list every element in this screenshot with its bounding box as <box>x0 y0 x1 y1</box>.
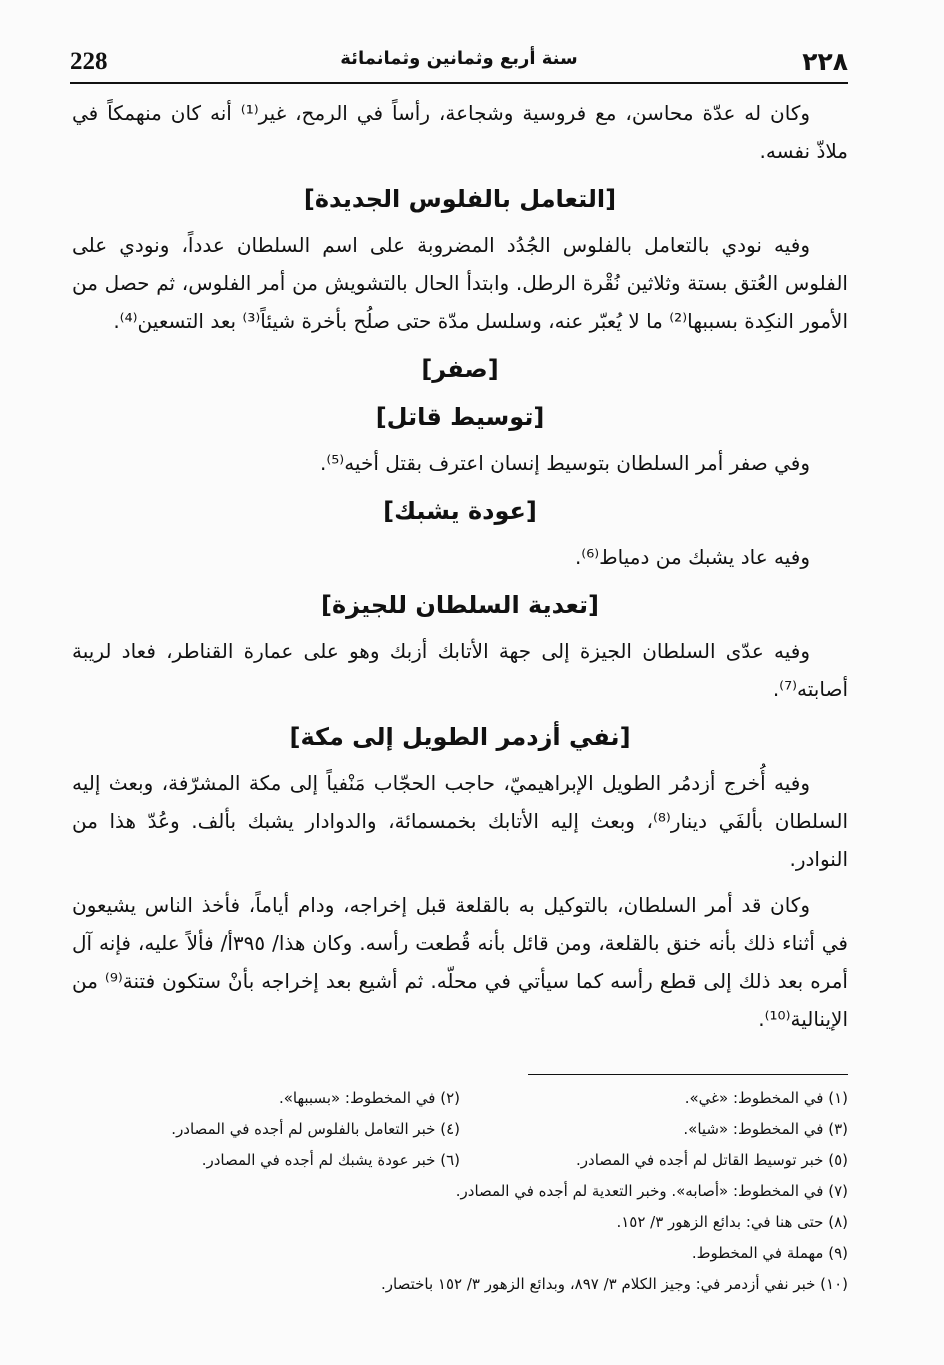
page-number-latin: 228 <box>70 48 108 75</box>
section-heading: [توسيط قاتل] <box>375 403 545 431</box>
footnote: (٤) خبر التعامل بالفلوس لم أجده في المصادر. <box>171 1120 460 1138</box>
footnote-row <box>72 1176 848 1207</box>
footnote: (٩) مهملة في المخطوط. <box>691 1244 848 1262</box>
running-title: سنة أربع وثمانين وثمانمائة <box>340 48 578 69</box>
running-header <box>70 46 848 84</box>
section-heading: [نفي أزدمر الطويل إلى مكة] <box>289 723 631 751</box>
paragraph: وفيه عاد يشبك من دمياط⁽⁶⁾. <box>574 545 810 569</box>
footnote: (٧) في المخطوط: «أصابه». وخبر التعدية لم أجده في المصادر. <box>455 1182 848 1200</box>
footnote-row <box>72 1207 848 1238</box>
paragraph: وفيه عدّى السلطان الجيزة إلى جهة الأتابك أزبك وهو على عمارة القناطر، فعاد لريبة أصابته⁽⁷⁾. <box>72 639 848 701</box>
paragraph: وفيه أُخرج أزدمُر الطويل الإبراهيميّ، حاجب الحجّاب مَنْفياً إلى مكة المشرّفة، وبعث إليه السلطان بألفَي دينار⁽⁸⁾، وبعث إليه الأتابك بخمسمائة، والدوادار يشبك بألف. وعُدّ هذا من النوادر. <box>72 771 848 871</box>
footnote: (١) في المخطوط: «غي». <box>684 1089 848 1107</box>
footnote: (١٠) خبر نفي أزدمر في: وجيز الكلام ٣/ ٨٩٧، وبدائع الزهور ٣/ ١٥٢ باختصار. <box>381 1275 848 1293</box>
section-heading: [صفر] <box>421 355 499 383</box>
page-number-arabic: ٢٢٨ <box>802 47 848 76</box>
footnote-row <box>72 1269 848 1300</box>
footnote: (٦) خبر عودة يشبك لم أجده في المصادر. <box>201 1151 460 1169</box>
section-heading: [عودة يشبك] <box>383 497 537 525</box>
footnote: (٥) خبر توسيط القاتل لم أجده في المصادر. <box>576 1151 848 1169</box>
footnote-separator <box>528 1074 848 1075</box>
section-heading: [التعامل بالفلوس الجديدة] <box>303 185 617 213</box>
paragraph: وكان له عدّة محاسن، مع فروسية وشجاعة، رأساً في الرمح، غير⁽¹⁾ أنه كان منهمكاً في ملاذّ نفسه. <box>72 101 848 163</box>
footnote-row <box>72 1083 848 1114</box>
paragraph: وكان قد أمر السلطان، بالتوكيل به بالقلعة قبل إخراجه، ودام أياماً، فأخذ الناس يشيعون في أثناء ذلك بأنه خنق بالقلعة، ومن قائل بأنه قُطعت رأسه. وكان هذا/ ٣٩٥أ/ فألاً عليه، فإنه آل أمره بعد ذلك إلى قطع رأسه كما سيأتي في محلّه. ثم أشيع بعد إخراجه بأنْ ستكون فتنة⁽⁹⁾ من الإينالية⁽¹⁰⁾. <box>72 893 848 1031</box>
footnote: (٣) في المخطوط: «شيا». <box>683 1120 848 1138</box>
footnote-list <box>72 1083 848 1300</box>
paragraph: وفي صفر أمر السلطان بتوسيط إنسان اعترف بقتل أخيه⁽⁵⁾. <box>319 451 810 475</box>
footnote-row <box>72 1238 848 1269</box>
section-heading: [تعدية السلطان للجيزة] <box>321 591 599 619</box>
footnote: (٨) حتى هنا في: بدائع الزهور ٣/ ١٥٢. <box>616 1213 848 1231</box>
footnote-row <box>72 1114 848 1145</box>
paragraph: وفيه نودي بالتعامل بالفلوس الجُدُد المضروبة على اسم السلطان عدداً، ونودي على الفلوس العُتق بستة وثلاثين نُقْرة الرطل. وابتدأ الحال بالتشويش من أمر الفلوس، ثم حصل من الأمور النكِدة بسببها⁽²⁾ ما لا يُعبّر عنه، وسلسل مدّة حتى صلُح بأخرة شيئاً⁽³⁾ بعد التسعين⁽⁴⁾. <box>72 233 848 333</box>
footnote: (٢) في المخطوط: «بسببها». <box>278 1089 460 1107</box>
main-text <box>72 94 848 1046</box>
footnote-row <box>72 1145 848 1176</box>
footnotes <box>72 1074 848 1300</box>
